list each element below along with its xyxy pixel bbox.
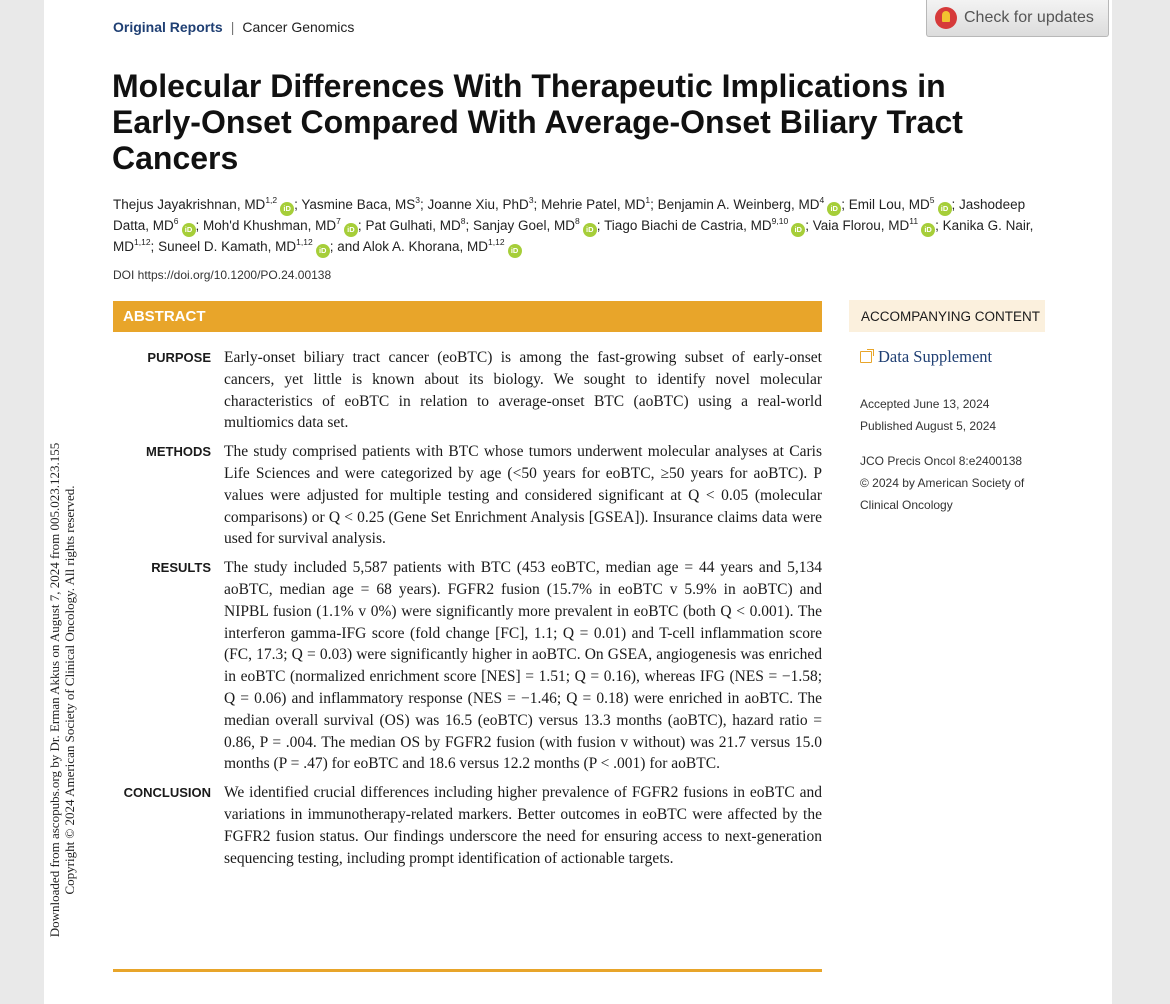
methods-label: METHODS	[146, 444, 211, 460]
methods-section	[113, 441, 822, 550]
author-separator: ;	[419, 197, 424, 212]
orcid-icon[interactable]: iD	[921, 223, 935, 237]
conclusion-label: CONCLUSION	[123, 785, 211, 801]
orcid-icon[interactable]: iD	[583, 223, 597, 237]
author-name[interactable]: Mehrie Patel, MD	[541, 197, 646, 212]
article-title: Molecular Differences With Therapeutic Implications in Early-Onset Compared With Average-Onset Biliary Tract Cancers	[112, 68, 963, 176]
author-separator: ;	[805, 218, 809, 233]
author-name[interactable]: Thejus Jayakrishnan, MD	[113, 197, 266, 212]
data-supplement-label: Data Supplement	[878, 347, 993, 366]
breadcrumb	[113, 19, 354, 35]
orcid-icon[interactable]: iD	[316, 244, 330, 258]
author-affiliation: 9,10	[771, 216, 789, 226]
author-entry	[363, 239, 522, 254]
author-affiliation: 3	[528, 195, 534, 205]
purpose-text: Early-onset biliary tract cancer (eoBTC) is among the fast-growing subset of early-onset cancers, yet little is known about its biology. We sought to identify novel molecular characteristics of eoBTC in relation to average-onset BTC (aoBTC) using a real-world multiomics data set.	[224, 349, 822, 432]
author-entry	[365, 218, 469, 233]
author-separator: ;	[195, 218, 200, 233]
author-affiliation: 3	[415, 195, 420, 205]
orcid-icon[interactable]: iD	[182, 223, 196, 237]
author-affiliation: 11	[909, 216, 919, 226]
orcid-icon[interactable]: iD	[344, 223, 358, 237]
author-name[interactable]: Vaia Florou, MD	[812, 218, 910, 233]
methods-text: The study comprised patients with BTC whose tumors underwent molecular analyses at Caris Life Sciences and were categorized by age (<50 years for eoBTC, ≥50 years for aoBTC). P values were adjusted for multiple testing and considered significant at Q < 0.05 (molecular comparisons) or Q < 0.25 (Gene Set Enrichment Analysis [GSEA]). Insurance claims data were used for survival analysis.	[224, 443, 822, 548]
author-entry	[427, 197, 537, 212]
author-name[interactable]: Suneel D. Kamath, MD	[158, 239, 297, 254]
conclusion-text: We identified crucial differences including higher prevalence of FGFR2 fusions in eoBTC and variations in immunotherapy-related markers. Better outcomes in eoBTC were affected by the FGFR2 fusion status. Our findings underscore the need for ensuring access to next-generation sequencing testing, including prompt identification of actionable targets.	[224, 784, 822, 867]
author-separator: ;	[357, 218, 362, 233]
orcid-icon[interactable]: iD	[280, 202, 294, 216]
author-affiliation: 1,12	[488, 237, 505, 247]
author-entry	[604, 218, 809, 233]
author-name[interactable]: Sanjay Goel, MD	[473, 218, 576, 233]
author-name[interactable]: Tiago Biachi de Castria, MD	[604, 218, 772, 233]
orcid-icon[interactable]: iD	[508, 244, 522, 258]
accompanying-content-header: ACCOMPANYING CONTENT	[849, 300, 1045, 332]
author-separator: ;	[294, 197, 298, 212]
author-entry	[301, 197, 423, 212]
author-separator: ;	[650, 197, 654, 212]
author-affiliation: 6	[173, 216, 179, 226]
breadcrumb-topic-link[interactable]: Cancer Genomics	[242, 19, 355, 35]
author-entry	[849, 197, 956, 212]
author-affiliation: 1,12	[134, 237, 151, 247]
author-affiliation: 5	[929, 195, 935, 205]
author-affiliation: 1,12	[296, 237, 313, 247]
author-name[interactable]: Yasmine Baca, MS	[301, 197, 416, 212]
author-separator: ;	[596, 218, 601, 233]
author-name[interactable]: Pat Gulhati, MD	[365, 218, 461, 233]
author-affiliation: 8	[575, 216, 580, 226]
abstract-bottom-rule	[113, 969, 822, 972]
journal-citation: JCO Precis Oncol 8:e2400138	[860, 454, 1023, 468]
crossmark-icon	[935, 7, 957, 29]
abstract-header: ABSTRACT	[113, 301, 822, 332]
abstract-body	[113, 347, 822, 876]
data-supplement-link[interactable]	[860, 347, 992, 367]
results-label: RESULTS	[151, 560, 211, 576]
author-affiliation: 1,2	[265, 195, 278, 205]
author-entry	[158, 239, 360, 254]
doi-link[interactable]: DOI https://doi.org/10.1200/PO.24.00138	[113, 268, 332, 282]
orcid-icon[interactable]: iD	[791, 223, 805, 237]
author-name[interactable]: Jashodeep Datta, MD	[113, 197, 1026, 233]
author-entry	[813, 218, 939, 233]
author-name[interactable]: Emil Lou, MD	[848, 197, 930, 212]
author-entry	[473, 218, 601, 233]
author-name[interactable]: Kanika G. Nair, MD	[113, 218, 1034, 254]
author-entry	[541, 197, 654, 212]
author-separator: ;	[841, 197, 845, 212]
author-name[interactable]: Moh'd Khushman, MD	[203, 218, 337, 233]
orcid-icon[interactable]: iD	[827, 202, 841, 216]
author-separator: ; and	[329, 239, 360, 254]
purpose-section	[113, 347, 822, 434]
author-list	[113, 195, 1038, 258]
breadcrumb-section-link[interactable]: Original Reports	[113, 19, 223, 35]
author-separator: ;	[935, 218, 939, 233]
check-for-updates-label: Check for updates	[964, 9, 1094, 26]
author-separator: ;	[150, 239, 155, 254]
accepted-date: Accepted June 13, 2024	[860, 397, 990, 411]
copyright-notice: © 2024 by American Society of Clinical Oncology	[860, 476, 1025, 512]
download-notice-line1: Downloaded from ascopubs.org by Dr. Erman Akkus on August 7, 2024 from 005.023.123.155	[47, 442, 62, 938]
published-date: Published August 5, 2024	[860, 419, 997, 433]
author-affiliation: 7	[336, 216, 341, 226]
check-for-updates-button[interactable]	[926, 0, 1109, 37]
author-separator: ;	[465, 218, 470, 233]
author-entry	[113, 197, 298, 212]
author-separator: ;	[533, 197, 538, 212]
external-link-icon	[860, 351, 872, 363]
purpose-label: PURPOSE	[147, 350, 211, 365]
author-name[interactable]: Joanne Xiu, PhD	[427, 197, 529, 212]
author-entry	[203, 218, 362, 233]
breadcrumb-separator: |	[230, 19, 235, 35]
author-name[interactable]: Alok A. Khorana, MD	[362, 239, 489, 254]
download-notice-line2: Copyright © 2024 American Society of Clinical Oncology. All rights reserved.	[62, 485, 77, 895]
author-affiliation: 8	[460, 216, 466, 226]
conclusion-section	[113, 782, 822, 869]
article-dates	[860, 393, 1045, 437]
orcid-icon[interactable]: iD	[938, 202, 952, 216]
download-notice	[44, 410, 80, 970]
author-affiliation: 1	[645, 195, 651, 205]
journal-info	[860, 450, 1045, 516]
author-affiliation: 4	[819, 195, 825, 205]
results-text: The study included 5,587 patients with BTC (453 eoBTC, median age = 44 years and 5,134 aoBTC, median age = 68 years). FGFR2 fusion (15.7% in eoBTC v 5.9% in aoBTC) and NIPBL fusion (1.1% v 0%) were significantly more prevalent in eoBTC (both Q < 0.001). The interferon gamma-IFG score (fold change [FC], 1.1; Q = 0.01) and T-cell inflammation score (FC, 17.3; Q = 0.03) were significantly higher in aoBTC. On GSEA, angiogenesis was enriched in eoBTC (normalized enrichment score [NES] = 1.51; Q = 0.16), whereas IFG (NES = −1.58; Q = 0.06) and inflammatory response (NES = −1.46; Q = 0.18) were enriched in aoBTC. The median overall survival (OS) was 16.5 (eoBTC) versus 13.3 months (aoBTC), hazard ratio = 0.86, P = .004. The median OS by FGFR2 fusion (with fusion v without) was 21.7 versus 15.0 months (P = .47) for eoBTC and 18.6 versus 12.2 months (P < .001) for aoBTC.	[224, 559, 822, 773]
author-separator: ;	[951, 197, 956, 212]
author-entry	[658, 197, 845, 212]
author-name[interactable]: Benjamin A. Weinberg, MD	[657, 197, 820, 212]
results-section	[113, 557, 822, 775]
